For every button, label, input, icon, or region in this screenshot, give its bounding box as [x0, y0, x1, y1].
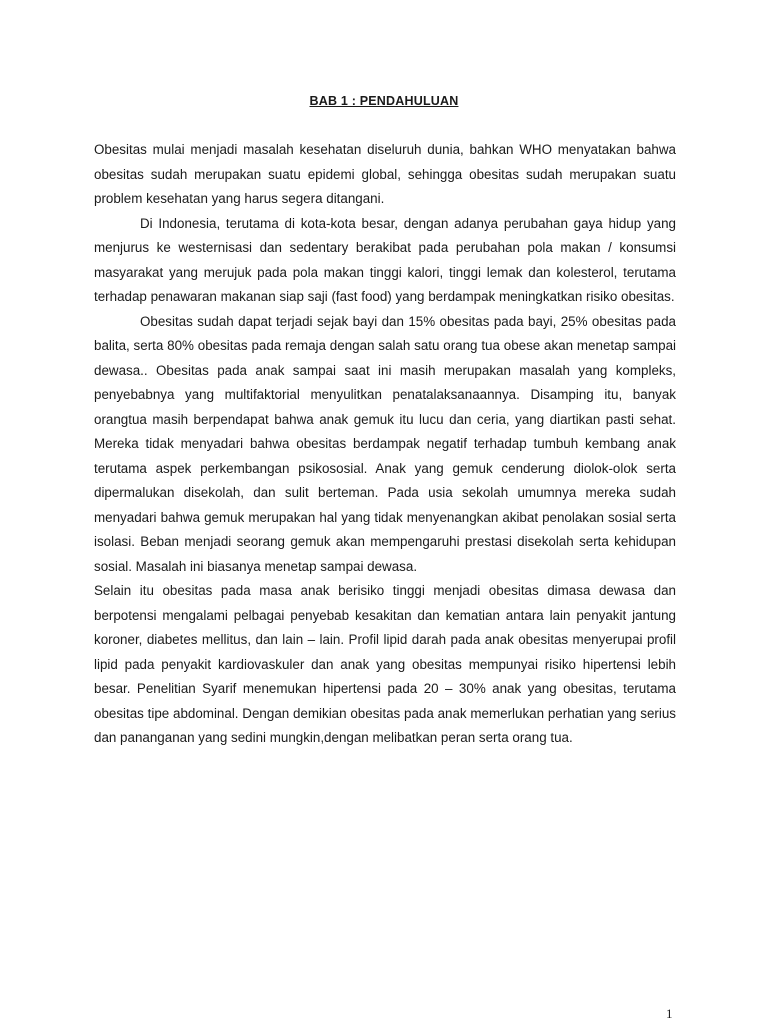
paragraph-childhood-obesity: Obesitas sudah dapat terjadi sejak bayi dan 15% obesitas pada bayi, 25% obesitas pada balita, serta 80% obesitas pada remaja dengan salah satu orang tua obese akan menetap sampai dewasa.. Obesitas pada anak sampai saat ini masih merupakan masalah yang kompleks, penyebabnya yang multifaktorial menyulitkan penatalaksanaannya. Disamping itu, banyak orangtua masih berpendapat bahwa anak gemuk itu lucu dan ceria, yang diartikan pasti sehat. Mereka tidak menyadari bahwa obesitas berdampak negatif terhadap tumbuh kembang anak terutama aspek perkembangan psikososial. Anak yang gemuk cenderung diolok-olok serta dipermalukan disekolah, dan sulit berteman. Pada usia sekolah umumnya mereka sudah menyadari bahwa gemuk merupakan hal yang tidak menyenangkan akibat penolakan sosial serta isolasi. Beban menjadi seorang gemuk akan mempengaruhi prestasi disekolah serta kehidupan sosial. Masalah ini biasanya menetap sampai dewasa. [94, 313, 676, 574]
paragraph-indonesia: Di Indonesia, terutama di kota-kota besar, dengan adanya perubahan gaya hidup yang menjurus ke westernisasi dan sedentary berakibat pada perubahan pola makan / konsumsi masyarakat yang merujuk pada pola makan tinggi kalori, tinggi lemak dan kolesterol, terutama terhadap penawaran makanan siap saji (fast food) yang berdampak meningkatkan risiko obesitas. [94, 215, 676, 304]
paragraph-risks: Selain itu obesitas pada masa anak berisiko tinggi menjadi obesitas dimasa dewasa dan berpotensi mengalami pelbagai penyebab kesakitan dan kematian antara lain penyakit jantung koroner, diabetes mellitus, dan lain – lain. Profil lipid darah pada anak obesitas menyerupai profil lipid pada penyakit kardiovaskuler dan anak yang obesitas mempunyai risiko hipertensi lebih besar. Penelitian Syarif menemukan hipertensi pada 20 – 30% anak yang obesitas, terutama obesitas tipe abdominal. Dengan demikian obesitas pada anak memerlukan perhatian yang serius dan pananganan yang sedini mungkin,dengan melibatkan peran serta orang tua. [94, 583, 676, 745]
body-text [94, 138, 676, 751]
page-number: 1 [666, 1006, 673, 1021]
chapter-title: BAB 1 : PENDAHULUAN [309, 94, 459, 108]
paragraph-intro: Obesitas mulai menjadi masalah kesehatan diseluruh dunia, bahkan WHO menyatakan bahwa obesitas sudah merupakan suatu epidemi global, sehingga obesitas sudah merupakan suatu problem kesehatan yang harus segera ditangani. [94, 142, 676, 206]
